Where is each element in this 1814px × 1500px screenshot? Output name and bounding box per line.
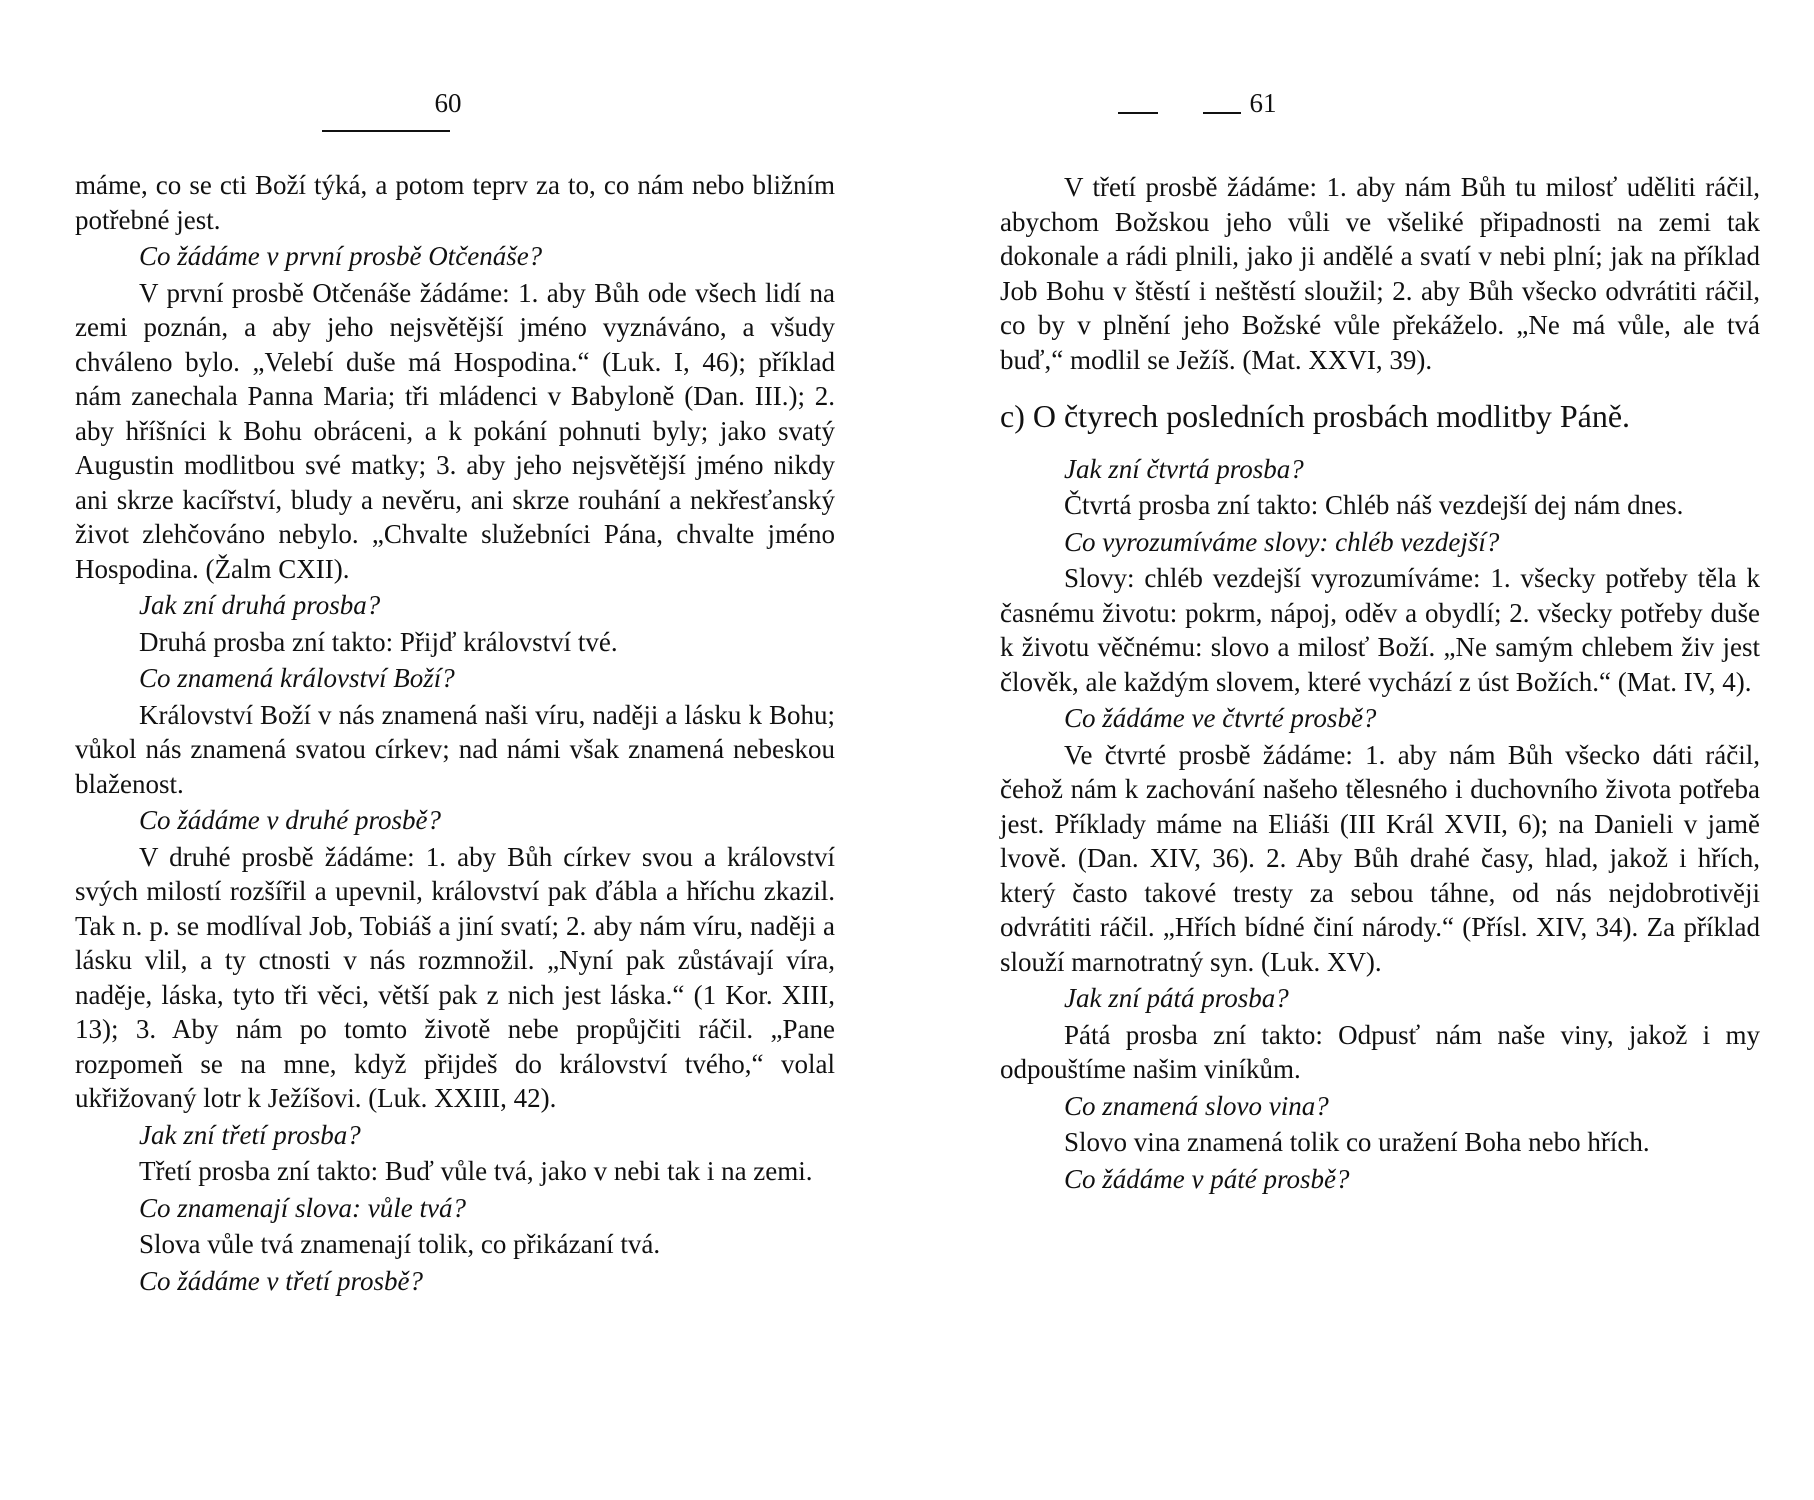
text-column	[1000, 170, 1760, 1198]
question-heading: Jak zní pátá prosba?	[1064, 983, 1289, 1013]
question-heading: Co vyrozumíváme slovy: chléb vezdejší?	[1064, 526, 1500, 557]
page-number: 61	[1249, 88, 1277, 118]
question-heading: Co žádáme ve čtvrté prosbě?	[1064, 703, 1377, 733]
question-heading: Jak zní čtvrtá prosba?	[1064, 453, 1304, 484]
right-page	[907, 0, 1814, 1500]
question-heading: Co žádáme v druhé prosbě?	[139, 805, 441, 835]
paragraph: V druhé prosbě žádáme: 1. aby Bůh církev svou a království svých milostí rozšířil a upevnil, království pak ďábla a hříchu zkazil. Tak n. p. se modlíval Job, Tobiáš a jiní svatí; 2. aby nám víru, naději a lásku vlil, a ty ctnosti v nás rozmnožil. „Nyní pak zůstávají víra, naděje, láska, tyto tři věci, větší pak z nich jest láska.“ (1 Kor. XIII, 13); 3. Aby nám po tomto životě nebe propůjčiti ráčil. „Pane rozpomeň se na mne, když přijdeš do království tvého,“ volal ukřižovaný lotr k Ježíšovi. (Luk. XXIII, 42).	[75, 841, 835, 1113]
page-number: 60	[434, 88, 462, 118]
question-heading: Jak zní druhá prosba?	[139, 590, 381, 620]
paragraph: Slovy: chléb vezdejší vyrozumíváme: 1. všecky potřeby těla k časnému životu: pokrm, nápoj, oděv a obydlí; 2. všecky potřeby duše k životu věčnému: slovo a milosť Boží. „Ne samým chlebem živ jest člověk, ale každým slovem, které vychází z úst Božích.“ (Mat. IV, 4).	[1000, 563, 1760, 697]
question-heading: Jak zní třetí prosba?	[139, 1119, 361, 1150]
paragraph: máme, co se cti Boží týká, a potom teprv za to, co nám nebo bližním potřebné jest.	[75, 170, 835, 235]
paragraph: Slovo vina znamená tolik co uražení Boha nebo hřích.	[1064, 1127, 1650, 1157]
paragraph: Druhá prosba zní takto: Přijď království tvé.	[139, 626, 618, 657]
text-column	[75, 168, 835, 1300]
paragraph: Království Boží v nás znamená naši víru, naději a lásku k Bohu; vůkol nás znamená svatou církev; nad námi však znamená nebeskou blaženost.	[75, 699, 835, 799]
paragraph: Třetí prosba zní takto: Buď vůle tvá, jako v nebi tak i na zemi.	[139, 1156, 813, 1186]
header-rule	[1118, 112, 1158, 114]
paragraph: Ve čtvrté prosbě žádáme: 1. aby nám Bůh všecko dáti ráčil, čehož nám k zachování našeho tělesného i duchovního života potřeba jest. Příklady máme na Eliáši (III Král XVII, 6); na Danieli v jamě lvově. (Dan. XIV, 36). 2. Aby Bůh drahé časy, hlad, jakož i hřích, který často takové tresty za sebou táhne, od nás nejdobrotivěji odvrátiti ráčil. „Hřích bídné činí národy.“ (Přísl. XIV, 34). Za příklad slouží marnotratný syn. (Luk. XV).	[1000, 739, 1760, 977]
paragraph: Čtvrtá prosba zní takto: Chléb náš vezdejší dej nám dnes.	[1064, 490, 1684, 520]
paragraph: V třetí prosbě žádáme: 1. aby nám Bůh tu milosť uděliti ráčil, abychom Božskou jeho vůli ve všeliké připadnosti na zemi tak dokonale a rádi plnili, jako ji andělé a svatí v nebi plní; jak na příklad Job Bohu v štěstí i neštěstí sloužil; 2. aby Bůh všecko odvrátiti ráčil, co by v plnění jeho Božské vůle překáželo. „Ne má vůle, ale tvá buď,“ modlil se Ježíš. (Mat. XXVI, 39).	[1000, 172, 1760, 375]
question-heading: Co znamená království Boží?	[139, 663, 455, 693]
question-heading: Co žádáme v páté prosbě?	[1064, 1163, 1350, 1194]
paragraph: Slova vůle tvá znamenají tolik, co přikázaní tvá.	[139, 1229, 661, 1259]
question-heading: Co žádáme v třetí prosbě?	[139, 1265, 423, 1296]
question-heading: Co znamená slovo vina?	[1064, 1090, 1329, 1121]
header-rule	[322, 130, 450, 132]
question-heading: Co žádáme v první prosbě Otčenáše?	[139, 241, 543, 271]
header-rule	[1203, 112, 1241, 114]
paragraph: Pátá prosba zní takto: Odpusť nám naše viny, jakož i my odpouštíme našim viníkům.	[1000, 1019, 1760, 1084]
question-heading: Co znamenají slova: vůle tvá?	[139, 1192, 466, 1223]
section-heading: c) O čtyrech posledních prosbách modlitby Páně.	[1000, 398, 1631, 434]
paragraph: V první prosbě Otčenáše žádáme: 1. aby Bůh ode všech lidí na zemi poznán, a aby jeho nejsvětější jméno vyznáváno, a všudy chváleno bylo. „Velebí duše má Hospodina.“ (Luk. I, 46); příklad nám zanechala Panna Maria; tři mládenci v Babyloně (Dan. III.); 2. aby hříšníci k Bohu obráceni, a k pokání pohnuti byly; jako svatý Augustin modlitbou své matky; 3. aby jeho nejsvětější jméno nikdy ani skrze kacířství, bludy a nevěru, ani skrze rouhání a nekřesťanský život zlehčováno nebylo. „Chvalte služebníci Pána, chvalte jméno Hospodina. (Žalm CXII).	[75, 277, 835, 584]
